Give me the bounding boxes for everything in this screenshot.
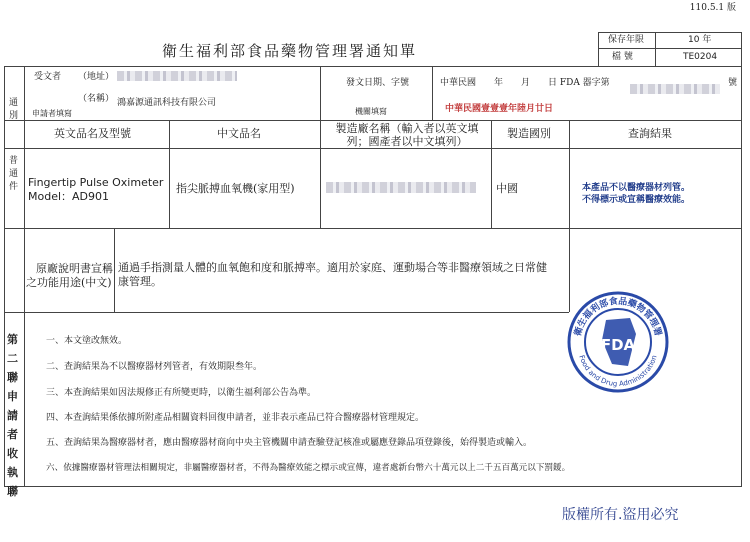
product-model: Model：AD901 <box>28 190 110 203</box>
product-country: 中國 <box>496 182 518 195</box>
seal-text-top: 衛生福利部食品藥物管理署 <box>573 296 663 338</box>
purpose-label-2: 之功能用途(中文) <box>26 276 112 289</box>
result-line-1: 本產品不以醫療器材列管。 <box>582 183 691 193</box>
issue-label: 發文日期、字號 <box>346 78 410 88</box>
header-english-name: 英文品名及型號 <box>54 127 131 140</box>
seal-logo: FDA <box>600 336 636 354</box>
note-2: 二、查詢結果為不以醫療器材列管者，有效期限叁年。 <box>46 362 263 372</box>
product-chinese-name: 指尖脈搏血氧機(家用型) <box>176 182 295 195</box>
file-label: 檔 號 <box>612 52 633 62</box>
address-redacted <box>117 71 237 81</box>
note-6: 六、依據醫療器材管理法相關規定，非屬醫療器材者，不得為醫療效能之標示或宣傳，違者處新台幣六十萬元以上二千五百萬元以下罰鍰。 <box>46 463 571 473</box>
purpose-text-1: 通過手指測量人體的血氧飽和度和脈搏率。適用於家庭、運動場合等非醫療領域之日常健 <box>118 261 547 274</box>
address-label: （地址） <box>78 72 115 82</box>
version-label: 110.5.1 版 <box>689 3 736 13</box>
issue-date-suffix: 號 <box>728 78 738 88</box>
seal-text-bottom: Food and Drug Administration <box>577 354 659 389</box>
retention-value: 10 年 <box>688 35 712 45</box>
recipient-label: 受文者 <box>34 72 62 82</box>
purpose-label-1: 原廠說明書宣稱 <box>36 262 113 275</box>
note-5: 五、查詢結果為醫療器材者，應由醫療器材商向中央主管機關申請查驗登記核准或屬應登錄品項登錄後，始得製造或輸入。 <box>46 438 533 448</box>
copyright-watermark: 版權所有.盜用必究 <box>562 507 679 523</box>
manufacturer-redacted <box>326 182 476 193</box>
note-3: 三、本查詢結果如因法規修正有所變更時，以衛生福利部公告為準。 <box>46 388 317 398</box>
company-name: 鴻嘉源通訊科技有限公司 <box>117 98 217 108</box>
copy-label: 第二聯 申請者收執聯 <box>7 333 18 498</box>
header-result: 查詢結果 <box>628 127 672 140</box>
header-chinese-name: 中文品名 <box>217 127 261 140</box>
retention-label: 保存年限 <box>608 35 645 45</box>
fda-seal-icon <box>566 290 670 394</box>
applicant-note: 申請者填寫 <box>32 109 72 118</box>
issue-date-line: 中華民國 年 月 日 FDA 器字第 <box>440 78 610 88</box>
note-4: 四、本查詢結果係依據所附產品相關資料回復申請者，並非表示產品已符合醫療器材管理規定。 <box>46 413 425 423</box>
name-label: （名稱） <box>78 94 115 104</box>
header-manufacturer: 製造廠名稱（輸入者以英文填列；國產者以中文填列） <box>335 122 479 148</box>
normal-label: 普通件 <box>9 156 19 192</box>
issue-number-redacted <box>630 84 720 94</box>
type-label: 通別 <box>9 98 19 121</box>
purpose-text-2: 康管理。 <box>118 275 162 288</box>
page-title: 衛生福利部食品藥物管理署通知單 <box>162 42 418 60</box>
issue-stamp-date: 中華民國壹壹壹年陸月廿日 <box>445 104 554 114</box>
file-value: TE0204 <box>683 52 718 62</box>
authority-note: 機關填寫 <box>355 107 387 116</box>
note-1: 一、本文塗改無效。 <box>46 336 128 346</box>
header-country: 製造國別 <box>507 127 551 140</box>
product-english-name: Fingertip Pulse Oximeter <box>28 176 164 189</box>
result-line-2: 不得標示或宣稱醫療效能。 <box>582 195 691 205</box>
